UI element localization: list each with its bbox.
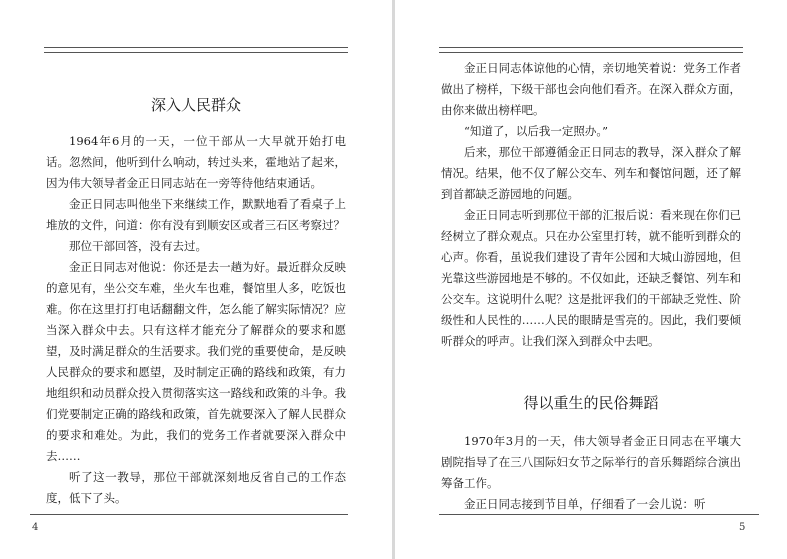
chapter-title: 得以重生的民俗舞蹈	[523, 394, 659, 412]
top-double-rule	[439, 47, 743, 53]
paragraph: 金正日同志听到那位干部的汇报后说：看来现在你们已经树立了群众观点。只在办公室里打转，就不能听到群众的心声。你看，虽说我们建设了青年公园和大城山游园地，但光靠这些游园地是不够的。不仅如此，还缺乏餐馆、列车和公交车。这说明什么呢？这是批评我们的干部缺乏党性、阶级性和人民性的……人民的眼睛是雪亮的。因此，我们要倾听群众的呼声。让我们深入到群众中去吧。	[441, 208, 741, 348]
right-body-text-bottom	[441, 431, 741, 515]
paragraph: “知道了，以后我一定照办。”	[464, 124, 609, 138]
top-double-rule	[44, 47, 348, 53]
left-page	[0, 0, 392, 559]
paragraph: 听了这一教导，那位干部就深刻地反省自己的工作态度，低下了头。	[46, 470, 346, 505]
right-body-text-top	[441, 58, 741, 352]
bottom-rule	[30, 514, 348, 515]
paragraph: 金正日同志对他说：你还是去一趟为好。最近群众反映的意见有，坐公交车难，坐火车也难，餐馆里人多，吃饭也难。你在这里打打电话翻翻文件，怎么能了解实际情况？应当深入群众中去。只有这样才能充分了解群众的要求和愿望，及时满足群众的生活要求。我们党的重要使命，是反映人民群众的要求和愿望，及时制定正确的路线和政策，有力地组织和动员群众投入贯彻落实这一路线和政策的斗争。我们党要制定正确的路线和政策，首先就要深入了解人民群众的要求和难处。为此，我们的党务工作者就要深入群众中去……	[46, 260, 346, 463]
paragraph: 金正日同志叫他坐下来继续工作，默默地看了看桌子上堆放的文件，问道：你有没有到顺安区或者三石区考察过？	[46, 197, 346, 232]
paragraph: 那位干部回答，没有去过。	[69, 239, 207, 253]
bottom-rule	[439, 514, 759, 515]
paragraph: 金正日同志体谅他的心情，亲切地笑着说：党务工作者做出了榜样，下级干部也会向他们看齐。在深入群众方面，由你来做出榜样吧。	[441, 61, 741, 117]
paragraph: 1970年3月的一天，伟大领导者金正日同志在平壤大剧院指导了在三八国际妇女节之际举行的音乐舞蹈综合演出筹备工作。	[441, 434, 741, 490]
paragraph: 后来，那位干部遵循金正日同志的教导，深入群众了解情况。结果，他不仅了解公交车、列车和餐馆问题，还了解到首都缺乏游园地的问题。	[441, 145, 741, 201]
page-number: 4	[32, 522, 39, 533]
paragraph: 金正日同志接到节目单，仔细看了一会儿说：听	[464, 497, 706, 511]
right-page	[395, 0, 787, 559]
paragraph: 1964年6月的一天，一位干部从一大早就开始打电话。忽然间，他听到什么响动，转过头来，霍地站了起来，因为伟大领导者金正日同志站在一旁等待他结束通话。	[46, 134, 346, 190]
page-number: 5	[739, 522, 746, 533]
left-body-text	[46, 131, 346, 509]
chapter-title: 深入人民群众	[150, 96, 241, 114]
